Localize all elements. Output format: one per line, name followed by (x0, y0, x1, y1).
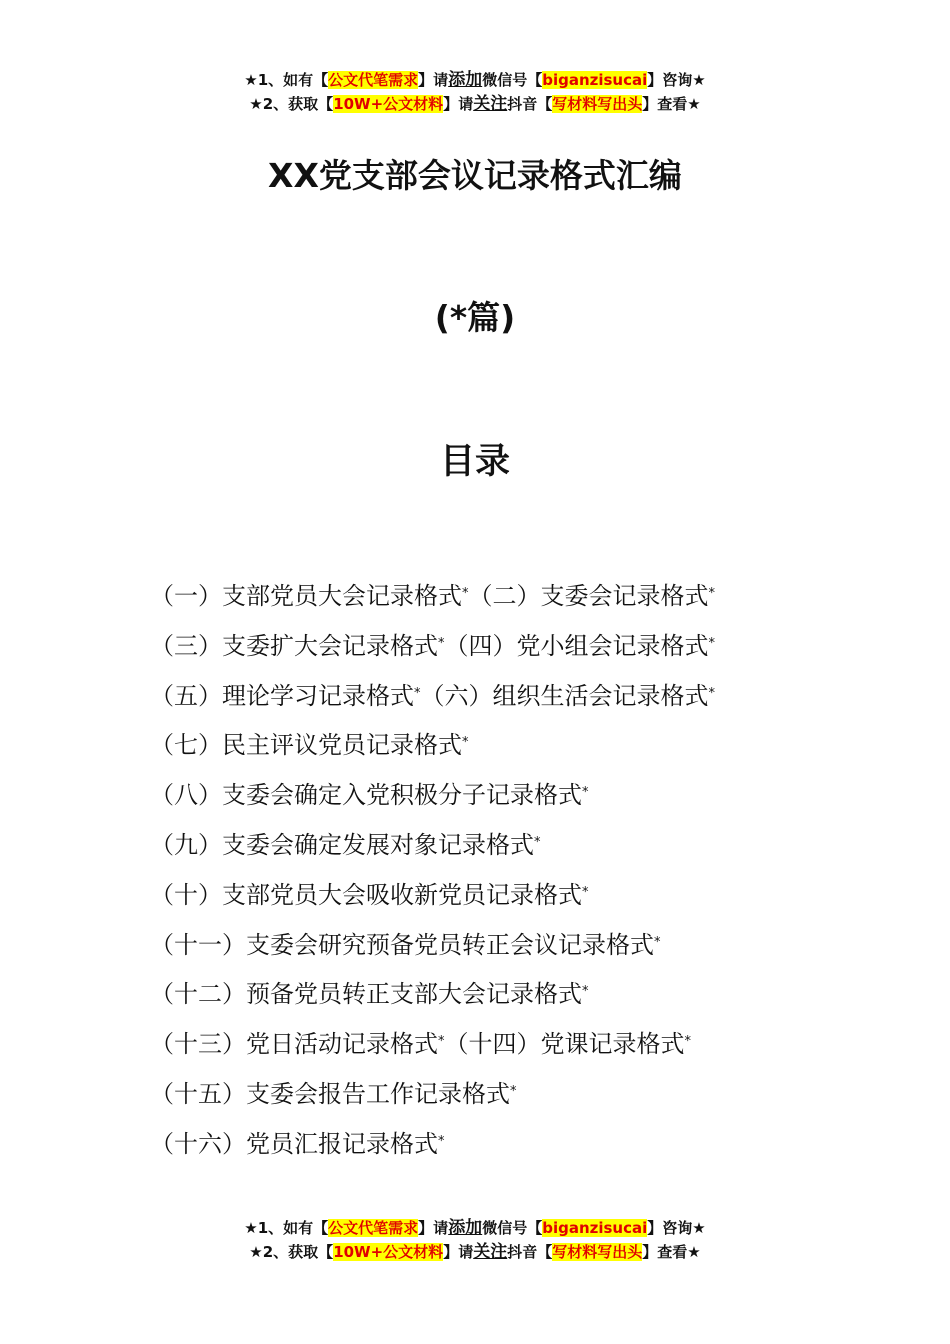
toc-line: （七）民主评议党员记录格式* (150, 731, 469, 760)
toc-entry[interactable]: （七）民主评议党员记录格式 (150, 731, 462, 760)
highlight-douyin-id: 写材料写出头 (552, 1243, 643, 1261)
banner-line-2: ★2、获取【10W+公文材料】请关注抖音【写材料写出头】查看★ (249, 1242, 701, 1262)
toc-entry[interactable]: （五）理论学习记录格式 (150, 681, 414, 710)
toc-entry[interactable]: （十四）党课记录格式 (444, 1030, 685, 1059)
toc-line: （三）支委扩大会记录格式*（四）党小组会记录格式* (150, 631, 715, 660)
table-of-contents (150, 574, 850, 1172)
highlight-materials: 10W+公文材料 (333, 1243, 444, 1261)
highlight-service: 公文代笔需求 (328, 71, 419, 89)
toc-entry[interactable]: （四）党小组会记录格式 (444, 631, 709, 660)
document-subtitle: (*篇) (434, 298, 516, 337)
toc-entry[interactable]: （三）支委扩大会记录格式 (150, 631, 438, 660)
toc-line: （五）理论学习记录格式*（六）组织生活会记录格式* (150, 681, 715, 710)
toc-entry[interactable]: （十二）预备党员转正支部大会记录格式 (150, 980, 582, 1009)
toc-entry[interactable]: （十六）党员汇报记录格式 (150, 1129, 438, 1158)
toc-line: （十二）预备党员转正支部大会记录格式* (150, 980, 589, 1009)
toc-entry[interactable]: （十）支部党员大会吸收新党员记录格式 (150, 880, 582, 909)
highlight-materials: 10W+公文材料 (333, 95, 444, 113)
banner-line-2: ★2、获取【10W+公文材料】请关注抖音【写材料写出头】查看★ (249, 94, 701, 114)
toc-entry[interactable]: （一）支部党员大会记录格式 (150, 582, 462, 610)
toc-entry[interactable]: （六）组织生活会记录格式 (420, 681, 709, 710)
toc-line: （十三）党日活动记录格式*（十四）党课记录格式* (150, 1030, 691, 1059)
toc-line: （八）支委会确定入党积极分子记录格式* (150, 781, 589, 810)
toc-line: （九）支委会确定发展对象记录格式* (150, 830, 541, 859)
document-title: XX党支部会议记录格式汇编 (268, 156, 682, 195)
highlight-wechat-id: biganzisucai (542, 71, 648, 89)
toc-line: （十六）党员汇报记录格式* (150, 1129, 445, 1158)
toc-entry[interactable]: （十三）党日活动记录格式 (150, 1030, 438, 1059)
toc-line: （十一）支委会研究预备党员转正会议记录格式* (150, 930, 661, 959)
toc-entry[interactable]: （二）支委会记录格式 (468, 582, 709, 610)
highlight-wechat-id: biganzisucai (542, 1219, 648, 1237)
toc-entry[interactable]: （十五）支委会报告工作记录格式 (150, 1079, 510, 1108)
toc-entry[interactable]: （九）支委会确定发展对象记录格式 (150, 830, 534, 859)
toc-line: （一）支部党员大会记录格式*（二）支委会记录格式* (150, 582, 715, 610)
toc-line: （十）支部党员大会吸收新党员记录格式* (150, 880, 589, 909)
toc-entry[interactable]: （八）支委会确定入党积极分子记录格式 (150, 781, 582, 810)
toc-entry[interactable]: （十一）支委会研究预备党员转正会议记录格式 (150, 930, 654, 959)
bottom-banner (0, 1216, 950, 1264)
toc-heading: 目录 (439, 442, 510, 482)
highlight-service: 公文代笔需求 (328, 1219, 419, 1237)
highlight-douyin-id: 写材料写出头 (552, 95, 643, 113)
toc-line: （十五）支委会报告工作记录格式* (150, 1079, 517, 1108)
banner-line-1: ★1、如有【公文代笔需求】请添加微信号【biganzisucai】咨询★ (244, 1218, 706, 1238)
top-banner (0, 68, 950, 116)
banner-line-1: ★1、如有【公文代笔需求】请添加微信号【biganzisucai】咨询★ (244, 70, 706, 90)
